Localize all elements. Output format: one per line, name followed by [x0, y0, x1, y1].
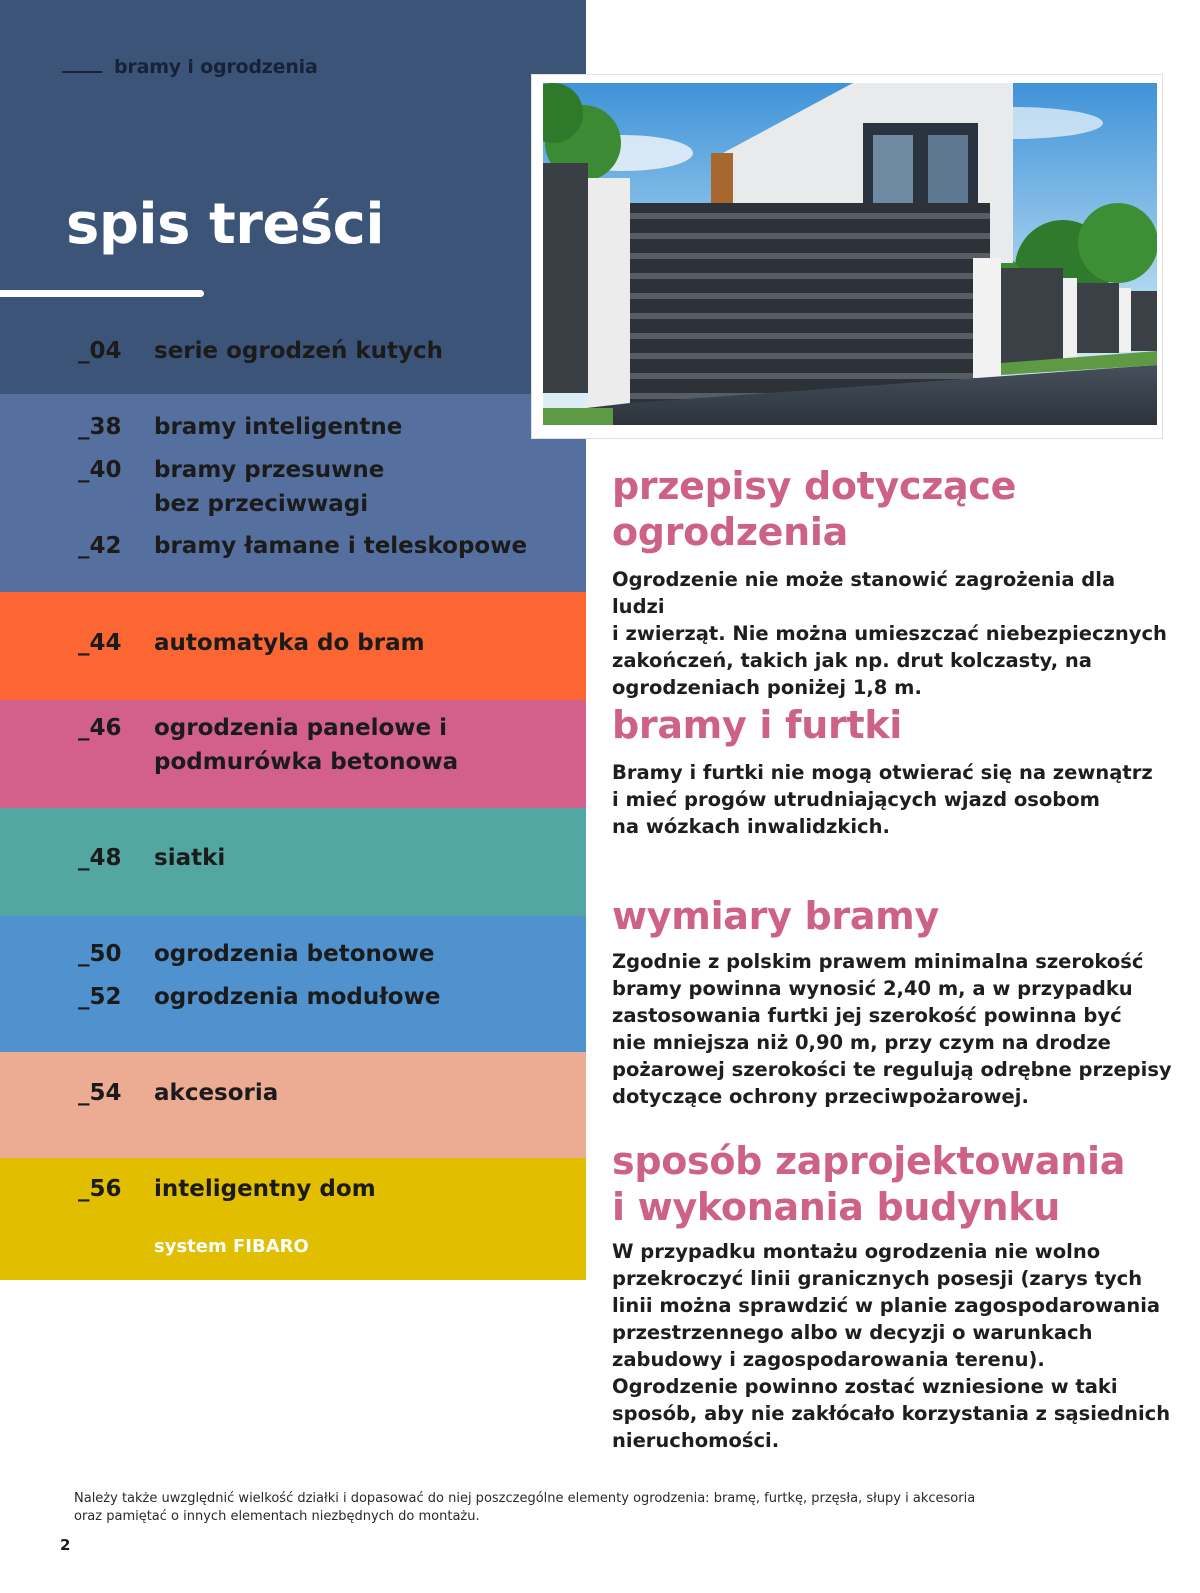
section-heading: bramy i furtki	[612, 703, 903, 747]
page-number: 2	[60, 1536, 71, 1554]
section-heading: przepisy dotyczące ogrodzenia	[612, 464, 1017, 554]
house-gate-photo	[543, 83, 1157, 425]
toc-label: ogrodzenia betonowe	[154, 941, 435, 967]
section-body: Bramy i furtki nie mogą otwierać się na zewnątrz i mieć progów utrudniających wjazd osobom na wózkach inwalidzkich.	[612, 761, 1153, 838]
section-kicker	[62, 56, 318, 78]
house-gate-illustration	[543, 83, 1157, 425]
toc-label: ogrodzenia panelowe i podmurówka betonowa	[154, 715, 459, 775]
toc-entry[interactable]	[78, 410, 402, 444]
toc-entry[interactable]	[78, 626, 425, 660]
toc-label: bramy łamane i teleskopowe	[154, 533, 528, 559]
toc-entry[interactable]	[78, 1076, 278, 1110]
toc-page-number: _50	[78, 941, 122, 967]
toc-label: ogrodzenia modułowe	[154, 984, 441, 1010]
toc-page-number: _04	[78, 338, 122, 364]
section-body: W przypadku montażu ogrodzenia nie wolno przekroczyć linii granicznych posesji (zarys tych linii można sprawdzić w planie zagospodarowania przestrzennego albo w decyzji o warunkach zabudowy i zagospodarowania terenu). Ogrodzenie powinno zostać wzniesione w taki sposób, aby nie zakłócało korzystania z sąsiednich nieruchomości.	[612, 1240, 1171, 1452]
toc-page-number: _56	[78, 1176, 122, 1202]
toc-sub-label: system FIBARO	[154, 1236, 309, 1257]
toc-entry[interactable]	[78, 334, 443, 368]
toc-page-number: _40	[78, 457, 122, 483]
toc-label: akcesoria	[154, 1080, 279, 1106]
kicker-dash	[62, 71, 102, 73]
title-underline	[0, 290, 204, 297]
footnote: Należy także uwzględnić wielkość działki i dopasować do niej poszczególne elementy ogrodzenia: bramę, furtkę, przęsła, słupy i akcesoria oraz pamiętać o innych elementach niezbędnych do montażu.	[74, 1491, 976, 1524]
kicker-text: bramy i ogrodzenia	[114, 56, 318, 78]
toc-entry[interactable]	[78, 980, 440, 1014]
toc-page-number: _52	[78, 984, 122, 1010]
toc-page-number: _46	[78, 715, 122, 741]
toc-entry[interactable]	[78, 1172, 376, 1206]
toc-entry[interactable]	[78, 453, 404, 521]
toc-page-number: _44	[78, 630, 122, 656]
toc-entry[interactable]	[78, 529, 527, 563]
toc-page-number: _48	[78, 845, 122, 871]
toc-entry[interactable]	[78, 841, 225, 875]
section-body: Zgodnie z polskim prawem minimalna szerokość bramy powinna wynosić 2,40 m, a w przypadku zastosowania furtki jej szerokość powinna być nie mniejsza niż 0,90 m, przy czym na drodze pożarowej szerokości te regulują odrębne przepisy dotyczące ochrony przeciwpożarowej.	[612, 950, 1172, 1108]
toc-page-number: _38	[78, 414, 122, 440]
toc-entry[interactable]	[78, 711, 474, 779]
toc-label: serie ogrodzeń kutych	[154, 338, 444, 364]
section-heading: sposób zaprojektowania i wykonania budynku	[612, 1139, 1126, 1229]
toc-entry[interactable]	[78, 937, 435, 971]
section-body: Ogrodzenie nie może stanowić zagrożenia dla ludzi i zwierząt. Nie można umieszczać niebezpiecznych zakończeń, takich jak np. drut kolczasty, na ogrodzeniach poniżej 1,8 m.	[612, 568, 1167, 699]
toc-label: siatki	[154, 845, 226, 871]
toc-label: bramy przesuwne bez przeciwwagi	[154, 457, 385, 517]
toc-label: inteligentny dom	[154, 1176, 376, 1202]
toc-page-number: _54	[78, 1080, 122, 1106]
toc-label: bramy inteligentne	[154, 414, 403, 440]
page-title: spis treści	[66, 192, 385, 257]
toc-label: automatyka do bram	[154, 630, 425, 656]
toc-page-number: _42	[78, 533, 122, 559]
section-heading: wymiary bramy	[612, 894, 939, 938]
